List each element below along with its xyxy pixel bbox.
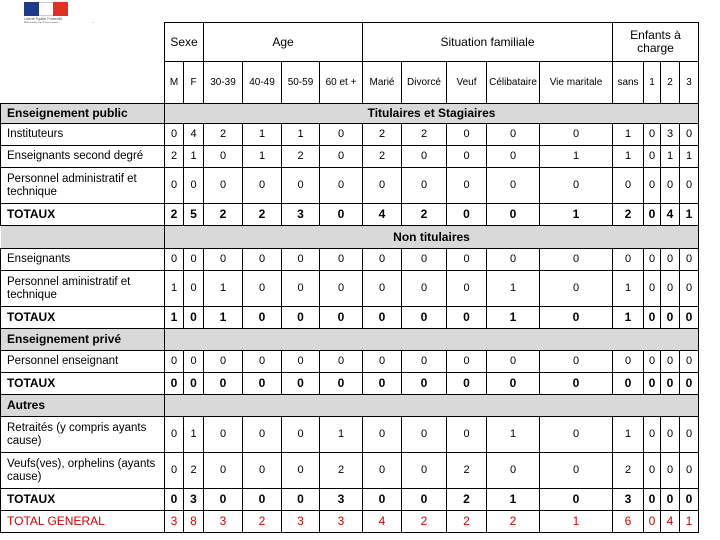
cell-2: 0 [661, 351, 680, 373]
cell-vie-maritale: 1 [540, 146, 613, 168]
cell-f: 3 [184, 489, 204, 511]
cell-30-39: 3 [204, 511, 243, 533]
row-label: TOTAUX [1, 373, 165, 395]
cell-3: 0 [680, 489, 699, 511]
cell-mari-: 0 [363, 351, 402, 373]
cell-30-39: 0 [204, 351, 243, 373]
cell-veuf: 0 [447, 417, 487, 453]
cell-divorc-: 0 [402, 417, 447, 453]
cell-sans: 1 [613, 271, 644, 307]
cell-c-libataire: 1 [487, 417, 540, 453]
cell-divorc-: 2 [402, 124, 447, 146]
cell-m: 0 [165, 373, 184, 395]
cell-c-libataire: 0 [487, 124, 540, 146]
cell-m: 0 [165, 489, 184, 511]
cell-sans: 0 [613, 351, 644, 373]
cell-f: 5 [184, 204, 204, 226]
row-label: Retraités (y compris ayants cause) [1, 417, 165, 453]
cell-50-59: 0 [282, 249, 320, 271]
cell-40-49: 0 [243, 453, 282, 489]
cell-1: 0 [644, 417, 661, 453]
statistics-table [0, 22, 699, 533]
cell-c-libataire: 0 [487, 249, 540, 271]
cell-m: 3 [165, 511, 184, 533]
cell-30-39: 0 [204, 249, 243, 271]
cell-veuf: 0 [447, 168, 487, 204]
cell-sans: 1 [613, 146, 644, 168]
col-header-sans: sans [613, 62, 644, 104]
cell-40-49: 2 [243, 511, 282, 533]
cell-f: 8 [184, 511, 204, 533]
cell-30-39: 0 [204, 146, 243, 168]
cell-c-libataire: 0 [487, 373, 540, 395]
cell-40-49: 0 [243, 351, 282, 373]
cell-veuf: 0 [447, 351, 487, 373]
table-row [1, 307, 699, 329]
cell-veuf: 0 [447, 146, 487, 168]
cell-divorc-: 0 [402, 271, 447, 307]
cell-60-et-: 0 [320, 271, 363, 307]
cell-30-39: 2 [204, 204, 243, 226]
cell-2: 0 [661, 307, 680, 329]
cell-40-49: 0 [243, 373, 282, 395]
cell-mari-: 0 [363, 417, 402, 453]
cell-mari-: 0 [363, 307, 402, 329]
row-label: TOTAUX [1, 204, 165, 226]
cell-50-59: 0 [282, 373, 320, 395]
cell-c-libataire: 0 [487, 168, 540, 204]
cell-50-59: 2 [282, 146, 320, 168]
cell-30-39: 0 [204, 489, 243, 511]
cell-c-libataire: 1 [487, 489, 540, 511]
cell-veuf: 2 [447, 453, 487, 489]
cell-sans: 2 [613, 204, 644, 226]
cell-40-49: 0 [243, 249, 282, 271]
cell-f: 1 [184, 417, 204, 453]
cell-f: 0 [184, 307, 204, 329]
cell-30-39: 0 [204, 373, 243, 395]
cell-60-et-: 0 [320, 351, 363, 373]
cell-vie-maritale: 0 [540, 417, 613, 453]
cell-divorc-: 0 [402, 249, 447, 271]
cell-mari-: 0 [363, 453, 402, 489]
cell-m: 0 [165, 453, 184, 489]
col-header-divorce: Divorcé [402, 62, 447, 104]
cell-f: 1 [184, 146, 204, 168]
cell-40-49: 1 [243, 124, 282, 146]
cell-vie-maritale: 0 [540, 271, 613, 307]
cell-40-49: 0 [243, 307, 282, 329]
table-row [1, 146, 699, 168]
cell-veuf: 0 [447, 124, 487, 146]
cell-60-et-: 0 [320, 204, 363, 226]
cell-30-39: 0 [204, 417, 243, 453]
cell-40-49: 2 [243, 204, 282, 226]
col-header-30-39: 30-39 [204, 62, 243, 104]
cell-30-39: 1 [204, 271, 243, 307]
header-enfants-a-charge: Enfants à charge [613, 23, 699, 62]
cell-divorc-: 0 [402, 146, 447, 168]
table-row [1, 249, 699, 271]
cell-c-libataire: 1 [487, 307, 540, 329]
cell-f: 2 [184, 453, 204, 489]
col-header-50-59: 50-59 [282, 62, 320, 104]
cell-mari-: 0 [363, 168, 402, 204]
cell-vie-maritale: 0 [540, 168, 613, 204]
cell-c-libataire: 0 [487, 204, 540, 226]
cell-f: 0 [184, 168, 204, 204]
cell-vie-maritale: 0 [540, 453, 613, 489]
col-header-f: F [184, 62, 204, 104]
cell-divorc-: 0 [402, 351, 447, 373]
cell-60-et-: 0 [320, 249, 363, 271]
cell-sans: 0 [613, 373, 644, 395]
cell-sans: 1 [613, 307, 644, 329]
cell-3: 0 [680, 249, 699, 271]
cell-2: 0 [661, 453, 680, 489]
cell-40-49: 0 [243, 168, 282, 204]
cell-30-39: 1 [204, 307, 243, 329]
cell-60-et-: 0 [320, 168, 363, 204]
cell-veuf: 0 [447, 249, 487, 271]
table-row [1, 453, 699, 489]
header-situation-familiale: Situation familiale [363, 23, 613, 62]
cell-vie-maritale: 1 [540, 204, 613, 226]
cell-1: 0 [644, 373, 661, 395]
cell-m: 2 [165, 146, 184, 168]
cell-30-39: 0 [204, 453, 243, 489]
cell-3: 1 [680, 146, 699, 168]
cell-vie-maritale: 0 [540, 124, 613, 146]
cell-divorc-: 0 [402, 307, 447, 329]
cell-1: 0 [644, 271, 661, 307]
cell-m: 0 [165, 417, 184, 453]
cell-sans: 6 [613, 511, 644, 533]
cell-2: 0 [661, 249, 680, 271]
cell-3: 0 [680, 124, 699, 146]
cell-50-59: 0 [282, 351, 320, 373]
cell-30-39: 2 [204, 124, 243, 146]
cell-m: 2 [165, 204, 184, 226]
cell-2: 3 [661, 124, 680, 146]
col-header-marie: Marié [363, 62, 402, 104]
cell-50-59: 0 [282, 453, 320, 489]
row-label: Personnel administratif et technique [1, 168, 165, 204]
row-label: TOTAUX [1, 307, 165, 329]
cell-c-libataire: 2 [487, 511, 540, 533]
cell-3: 1 [680, 204, 699, 226]
section-enseignement-prive: Enseignement privé [1, 329, 165, 351]
cell-40-49: 0 [243, 271, 282, 307]
row-label: Personnel enseignant [1, 351, 165, 373]
cell-50-59: 0 [282, 417, 320, 453]
table-row [1, 204, 699, 226]
cell-2: 1 [661, 146, 680, 168]
section-titulaires-stagiaires: Titulaires et Stagiaires [165, 104, 699, 124]
cell-vie-maritale: 0 [540, 489, 613, 511]
cell-sans: 2 [613, 453, 644, 489]
table-row [1, 271, 699, 307]
cell-1: 0 [644, 453, 661, 489]
row-label: Enseignants [1, 249, 165, 271]
cell-veuf: 0 [447, 307, 487, 329]
cell-3: 1 [680, 511, 699, 533]
cell-3: 0 [680, 168, 699, 204]
cell-2: 0 [661, 417, 680, 453]
cell-m: 0 [165, 249, 184, 271]
cell-40-49: 0 [243, 489, 282, 511]
table-row [1, 168, 699, 204]
table-row [1, 489, 699, 511]
cell-c-libataire: 1 [487, 271, 540, 307]
cell-1: 0 [644, 168, 661, 204]
col-header-veuf: Veuf [447, 62, 487, 104]
cell-40-49: 1 [243, 146, 282, 168]
cell-3: 0 [680, 271, 699, 307]
cell-mari-: 2 [363, 146, 402, 168]
cell-mari-: 0 [363, 249, 402, 271]
cell-veuf: 2 [447, 489, 487, 511]
col-header-vie-maritale: Vie maritale [540, 62, 613, 104]
row-label: Instituteurs [1, 124, 165, 146]
cell-1: 0 [644, 351, 661, 373]
row-label: TOTAL GENERAL [1, 511, 165, 533]
cell-divorc-: 0 [402, 489, 447, 511]
cell-c-libataire: 0 [487, 146, 540, 168]
cell-veuf: 0 [447, 271, 487, 307]
republique-flag-icon [24, 2, 68, 16]
table-row [1, 511, 699, 533]
cell-sans: 1 [613, 417, 644, 453]
cell-2: 0 [661, 489, 680, 511]
cell-c-libataire: 0 [487, 351, 540, 373]
cell-60-et-: 3 [320, 489, 363, 511]
cell-1: 0 [644, 249, 661, 271]
cell-veuf: 0 [447, 373, 487, 395]
section-non-titulaires: Non titulaires [165, 226, 699, 249]
cell-50-59: 0 [282, 489, 320, 511]
cell-sans: 1 [613, 124, 644, 146]
cell-2: 0 [661, 168, 680, 204]
cell-f: 4 [184, 124, 204, 146]
cell-vie-maritale: 0 [540, 373, 613, 395]
cell-2: 4 [661, 204, 680, 226]
cell-60-et-: 3 [320, 511, 363, 533]
cell-40-49: 0 [243, 417, 282, 453]
cell-veuf: 0 [447, 204, 487, 226]
cell-mari-: 0 [363, 271, 402, 307]
cell-mari-: 0 [363, 489, 402, 511]
cell-mari-: 4 [363, 511, 402, 533]
col-header-60-plus: 60 et + [320, 62, 363, 104]
col-header-1: 1 [644, 62, 661, 104]
cell-m: 1 [165, 271, 184, 307]
cell-vie-maritale: 0 [540, 307, 613, 329]
col-header-3: 3 [680, 62, 699, 104]
cell-divorc-: 2 [402, 511, 447, 533]
cell-divorc-: 0 [402, 373, 447, 395]
cell-divorc-: 0 [402, 453, 447, 489]
cell-50-59: 0 [282, 271, 320, 307]
section-enseignement-public: Enseignement public [1, 104, 165, 124]
cell-sans: 0 [613, 249, 644, 271]
cell-50-59: 1 [282, 124, 320, 146]
cell-sans: 0 [613, 168, 644, 204]
cell-mari-: 2 [363, 124, 402, 146]
cell-50-59: 3 [282, 204, 320, 226]
cell-50-59: 3 [282, 511, 320, 533]
col-header-m: M [165, 62, 184, 104]
cell-3: 0 [680, 351, 699, 373]
cell-veuf: 2 [447, 511, 487, 533]
table-row [1, 351, 699, 373]
cell-60-et-: 0 [320, 124, 363, 146]
cell-c-libataire: 0 [487, 453, 540, 489]
cell-3: 0 [680, 307, 699, 329]
cell-vie-maritale: 0 [540, 249, 613, 271]
cell-60-et-: 0 [320, 146, 363, 168]
table-row [1, 373, 699, 395]
table-row [1, 417, 699, 453]
cell-60-et-: 1 [320, 417, 363, 453]
col-header-2: 2 [661, 62, 680, 104]
header-age: Age [204, 23, 363, 62]
cell-60-et-: 0 [320, 307, 363, 329]
cell-60-et-: 2 [320, 453, 363, 489]
cell-2: 4 [661, 511, 680, 533]
cell-m: 0 [165, 351, 184, 373]
cell-3: 0 [680, 453, 699, 489]
cell-mari-: 0 [363, 373, 402, 395]
cell-2: 0 [661, 271, 680, 307]
cell-1: 0 [644, 204, 661, 226]
cell-1: 0 [644, 511, 661, 533]
section-autres: Autres [1, 395, 165, 417]
row-label: Personnel aministratif et technique [1, 271, 165, 307]
cell-3: 0 [680, 417, 699, 453]
cell-vie-maritale: 1 [540, 511, 613, 533]
cell-60-et-: 0 [320, 373, 363, 395]
cell-divorc-: 2 [402, 204, 447, 226]
cell-m: 0 [165, 168, 184, 204]
cell-mari-: 4 [363, 204, 402, 226]
header-sexe: Sexe [165, 23, 204, 62]
cell-divorc-: 0 [402, 168, 447, 204]
cell-1: 0 [644, 489, 661, 511]
row-label: TOTAUX [1, 489, 165, 511]
cell-1: 0 [644, 146, 661, 168]
cell-2: 0 [661, 373, 680, 395]
cell-1: 0 [644, 307, 661, 329]
table-row [1, 124, 699, 146]
row-label: Veufs(ves), orphelins (ayants cause) [1, 453, 165, 489]
cell-30-39: 0 [204, 168, 243, 204]
cell-f: 0 [184, 351, 204, 373]
cell-3: 0 [680, 373, 699, 395]
cell-m: 1 [165, 307, 184, 329]
cell-1: 0 [644, 124, 661, 146]
col-header-40-49: 40-49 [243, 62, 282, 104]
col-header-celibataire: Célibataire [487, 62, 540, 104]
cell-vie-maritale: 0 [540, 351, 613, 373]
cell-f: 0 [184, 373, 204, 395]
ministry-text: Liberté Égalité Fraternité [24, 17, 63, 21]
cell-sans: 3 [613, 489, 644, 511]
row-label: Enseignants second degré [1, 146, 165, 168]
cell-f: 0 [184, 249, 204, 271]
cell-f: 0 [184, 271, 204, 307]
cell-m: 0 [165, 124, 184, 146]
cell-50-59: 0 [282, 307, 320, 329]
cell-50-59: 0 [282, 168, 320, 204]
